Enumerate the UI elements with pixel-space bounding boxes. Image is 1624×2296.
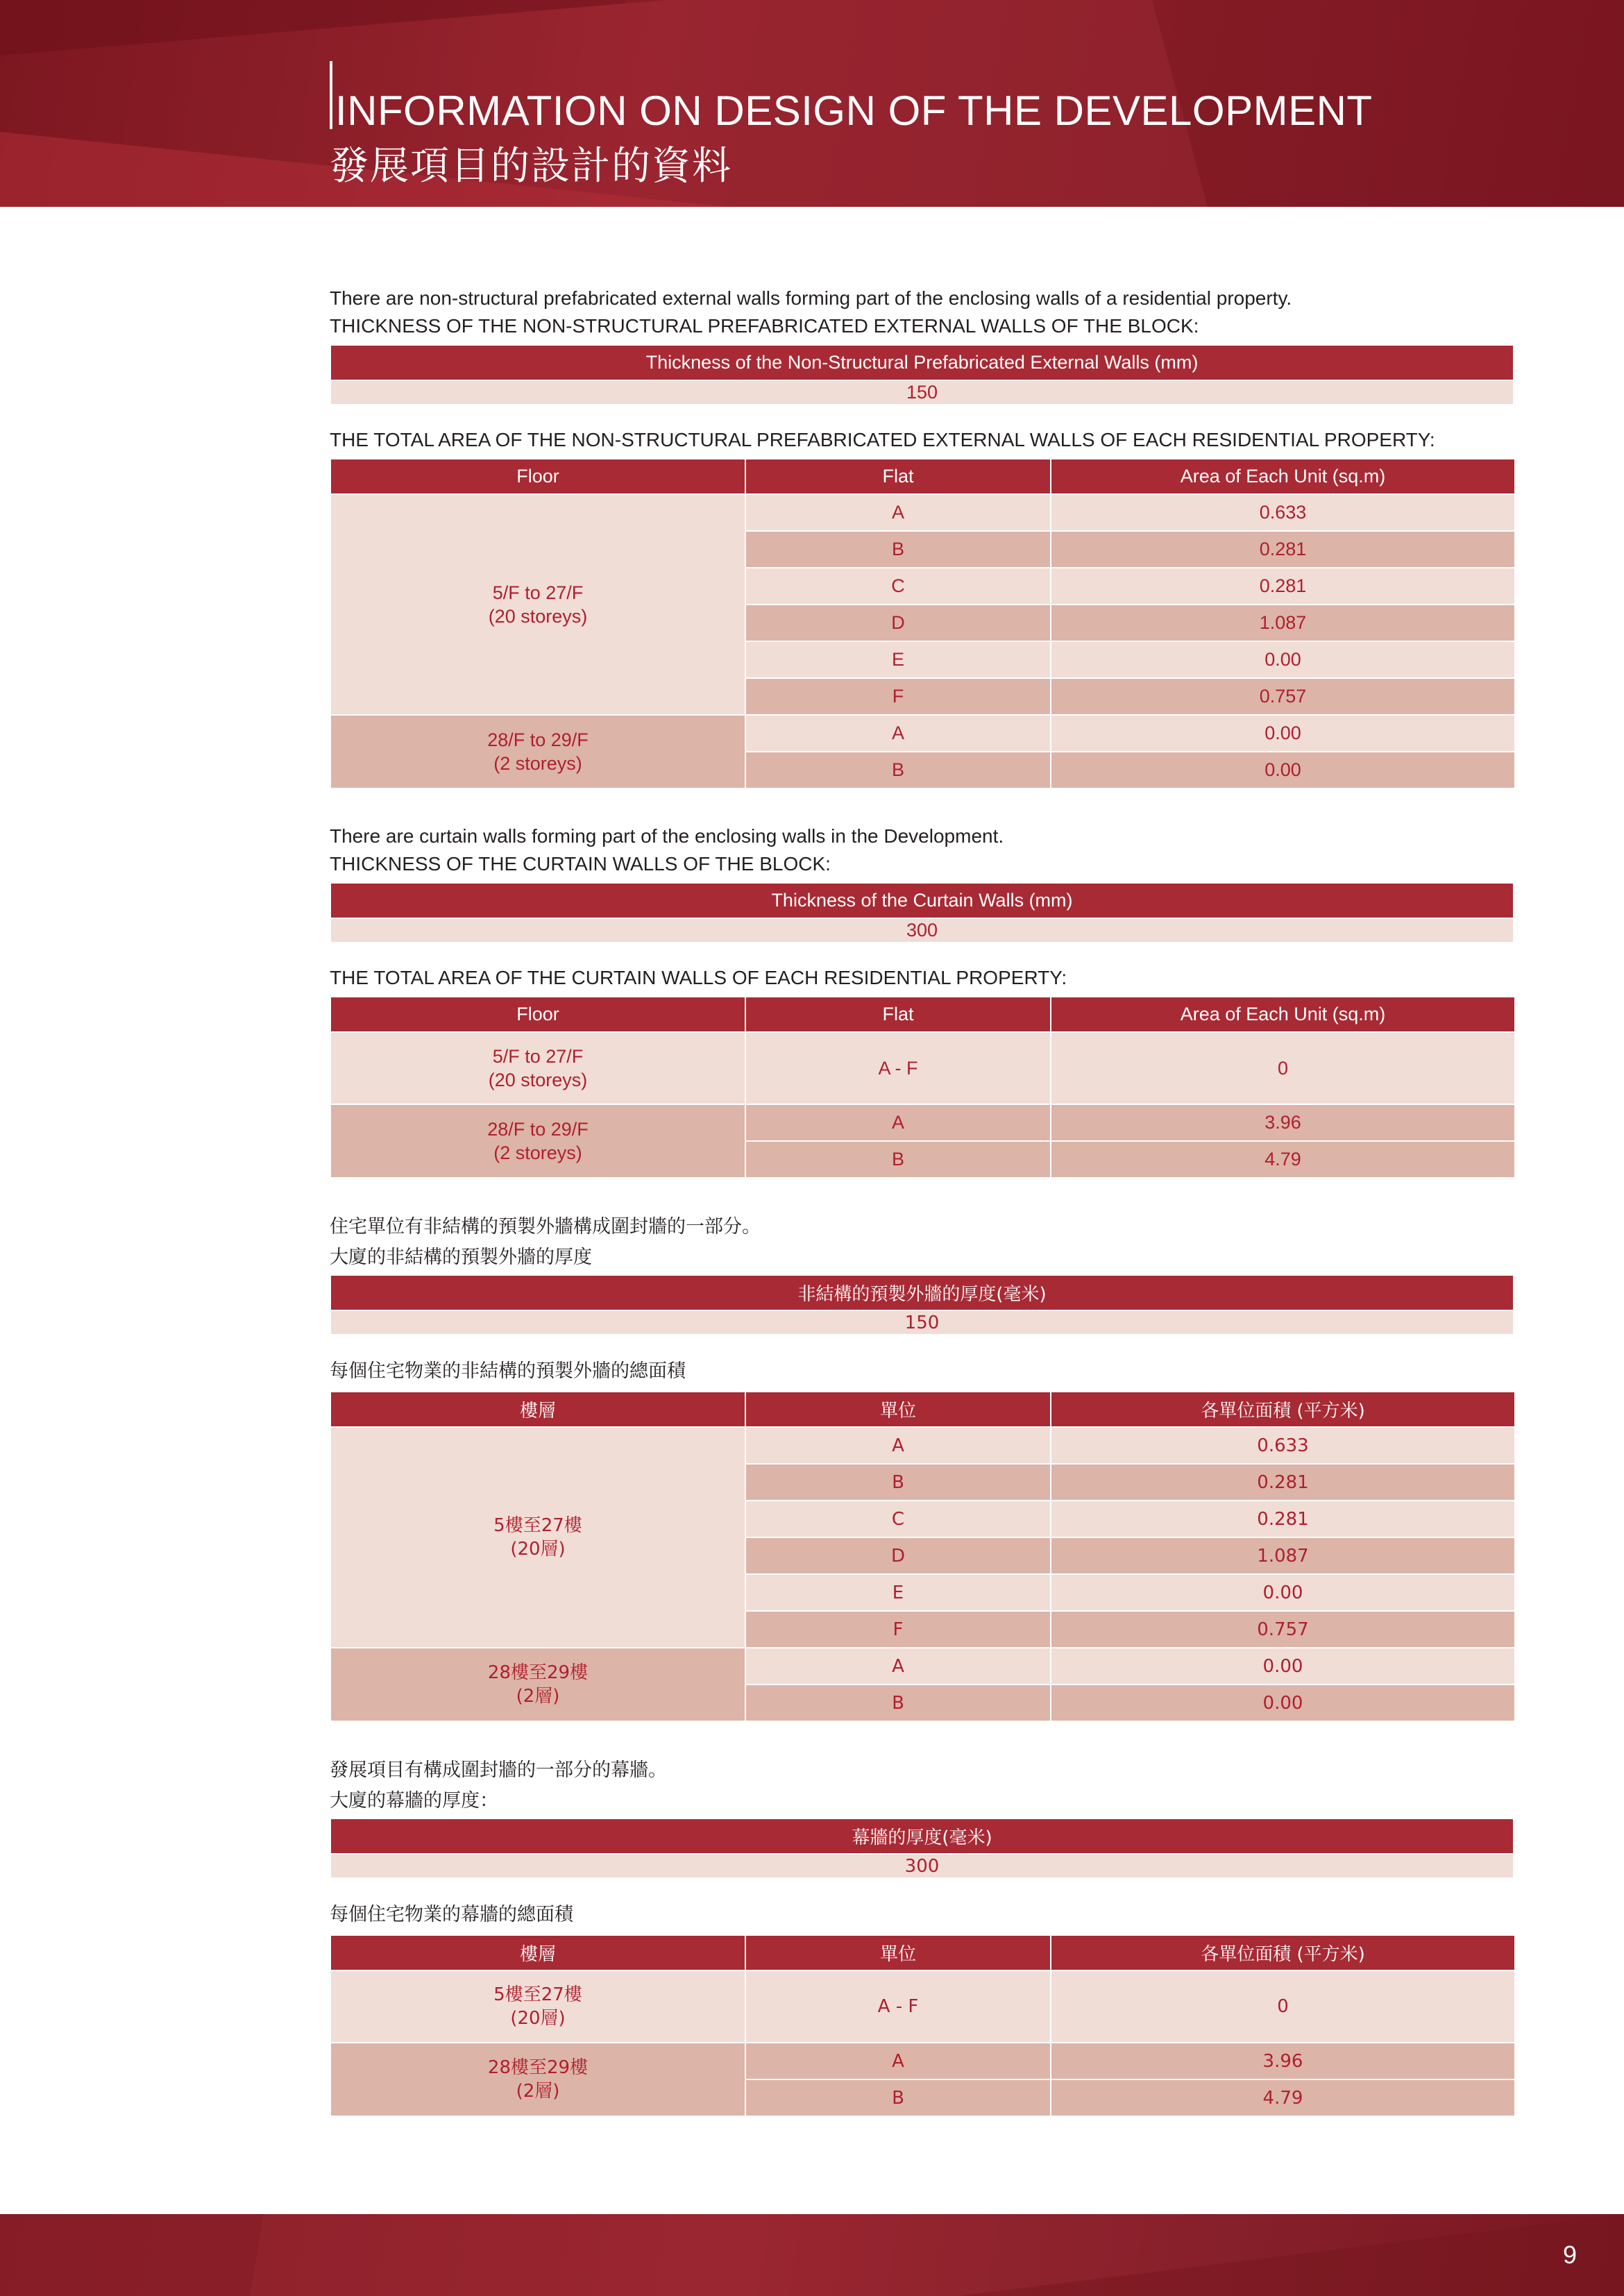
table-header: Flat bbox=[745, 997, 1051, 1032]
table-header: Floor bbox=[330, 997, 745, 1032]
table-cell: 300 bbox=[330, 918, 1514, 943]
area-cell: 4.79 bbox=[1051, 1141, 1515, 1178]
flat-cell: D bbox=[745, 1537, 1051, 1574]
floor-cell: 28/F to 29/F (2 storeys) bbox=[330, 1104, 745, 1178]
table-header: 各單位面積 (平方米) bbox=[1051, 1392, 1515, 1427]
page-title: INFORMATION ON DESIGN OF THE DEVELOPMENT bbox=[330, 61, 1373, 132]
table-header: 樓層 bbox=[330, 1392, 745, 1427]
area-cell: 0.00 bbox=[1051, 1648, 1515, 1685]
en-intro-prefab: There are non-structural prefabricated external walls forming part of the enclosing walls of a residential property. bbox=[330, 287, 1292, 309]
area-cell: 0.281 bbox=[1051, 1464, 1515, 1501]
flat-cell: B bbox=[745, 531, 1051, 568]
flat-cell: B bbox=[745, 1464, 1051, 1501]
flat-cell: C bbox=[745, 1501, 1051, 1537]
table-header: Thickness of the Curtain Walls (mm) bbox=[330, 884, 1514, 918]
floor-cell: 5/F to 27/F (20 storeys) bbox=[330, 1032, 745, 1104]
en-prefab-area-table bbox=[330, 459, 1516, 789]
header-banner bbox=[0, 0, 1624, 207]
zh-heading-curtain-area: 每個住宅物業的幕牆的總面積 bbox=[330, 1904, 573, 1925]
area-cell: 0.281 bbox=[1051, 531, 1515, 568]
zh-intro-prefab: 住宅單位有非結構的預製外牆構成圍封牆的一部分。 bbox=[330, 1216, 761, 1238]
table-header: Flat bbox=[745, 459, 1051, 494]
en-heading-curtain-area: THE TOTAL AREA OF THE CURTAIN WALLS OF EACH RESIDENTIAL PROPERTY: bbox=[330, 967, 1067, 988]
area-cell: 0.00 bbox=[1051, 1574, 1515, 1611]
area-cell: 0.00 bbox=[1051, 641, 1515, 678]
flat-cell: A bbox=[745, 1104, 1051, 1141]
zh-intro-curtain: 發展項目有構成圍封牆的一部分的幕牆。 bbox=[330, 1759, 667, 1781]
table-row bbox=[330, 1104, 1515, 1141]
area-cell: 0.281 bbox=[1051, 1501, 1515, 1537]
table-header: 單位 bbox=[745, 1936, 1051, 1970]
page-subtitle-zh: 發展項目的設計的資料 bbox=[330, 144, 732, 189]
area-cell: 0 bbox=[1051, 1970, 1515, 2043]
flat-cell: A bbox=[745, 1648, 1051, 1685]
floor-cell: 5樓至27樓 (20層) bbox=[330, 1970, 745, 2043]
table-row bbox=[330, 715, 1515, 752]
area-cell: 0.00 bbox=[1051, 752, 1515, 788]
flat-cell: B bbox=[745, 752, 1051, 788]
zh-heading-curtain-thickness: 大廈的幕牆的厚度： bbox=[330, 1790, 498, 1812]
footer-banner bbox=[0, 2214, 1624, 2296]
en-heading-prefab-thickness: THICKNESS OF THE NON-STRUCTURAL PREFABRICATED EXTERNAL WALLS OF THE BLOCK: bbox=[330, 315, 1199, 337]
area-cell: 0.757 bbox=[1051, 678, 1515, 715]
title-accent-bar bbox=[330, 61, 332, 129]
en-heading-prefab-area: THE TOTAL AREA OF THE NON-STRUCTURAL PREFABRICATED EXTERNAL WALLS OF EACH RESIDENTIAL PROPERTY: bbox=[330, 429, 1435, 450]
area-cell: 0.633 bbox=[1051, 1427, 1515, 1464]
floor-cell: 5樓至27樓 (20層) bbox=[330, 1427, 745, 1648]
flat-cell: B bbox=[745, 1685, 1051, 1721]
flat-cell: A bbox=[745, 2043, 1051, 2079]
flat-cell: C bbox=[745, 568, 1051, 605]
table-row bbox=[330, 1648, 1515, 1685]
table-header: Area of Each Unit (sq.m) bbox=[1051, 459, 1515, 494]
flat-cell: D bbox=[745, 605, 1051, 641]
table-header: Thickness of the Non-Structural Prefabricated External Walls (mm) bbox=[330, 346, 1514, 380]
en-curtain-thickness-table bbox=[330, 884, 1514, 943]
area-cell: 0.00 bbox=[1051, 1685, 1515, 1721]
flat-cell: F bbox=[745, 678, 1051, 715]
area-cell: 3.96 bbox=[1051, 1104, 1515, 1141]
area-cell: 0.281 bbox=[1051, 568, 1515, 605]
floor-cell: 28樓至29樓 (2層) bbox=[330, 1648, 745, 1721]
area-cell: 4.79 bbox=[1051, 2079, 1515, 2116]
zh-curtain-thickness-table bbox=[330, 1819, 1514, 1879]
table-row bbox=[330, 1970, 1515, 2043]
table-row bbox=[330, 1427, 1515, 1464]
flat-cell: F bbox=[745, 1611, 1051, 1648]
flat-cell: E bbox=[745, 1574, 1051, 1611]
area-cell: 0 bbox=[1051, 1032, 1515, 1104]
table-cell: 300 bbox=[330, 1854, 1514, 1878]
table-header: 單位 bbox=[745, 1392, 1051, 1427]
flat-cell: A bbox=[745, 494, 1051, 531]
area-cell: 0.633 bbox=[1051, 494, 1515, 531]
zh-heading-prefab-area: 每個住宅物業的非結構的預製外牆的總面積 bbox=[330, 1360, 686, 1382]
table-cell: 150 bbox=[330, 380, 1514, 405]
flat-cell: B bbox=[745, 1141, 1051, 1178]
table-row bbox=[330, 2043, 1515, 2079]
area-cell: 3.96 bbox=[1051, 2043, 1515, 2079]
zh-curtain-area-table bbox=[330, 1936, 1516, 2117]
table-cell: 150 bbox=[330, 1310, 1514, 1335]
area-cell: 0.00 bbox=[1051, 715, 1515, 752]
flat-cell: A - F bbox=[745, 1970, 1051, 2043]
area-cell: 1.087 bbox=[1051, 605, 1515, 641]
content bbox=[330, 285, 1514, 2117]
flat-cell: E bbox=[745, 641, 1051, 678]
table-row bbox=[330, 1032, 1515, 1104]
flat-cell: A - F bbox=[745, 1032, 1051, 1104]
en-intro-curtain: There are curtain walls forming part of the enclosing walls in the Development. bbox=[330, 825, 1004, 847]
page-number: 9 bbox=[1562, 2240, 1577, 2269]
table-header: Floor bbox=[330, 459, 745, 494]
table-header: 各單位面積 (平方米) bbox=[1051, 1936, 1515, 1970]
flat-cell: B bbox=[745, 2079, 1051, 2116]
area-cell: 0.757 bbox=[1051, 1611, 1515, 1648]
table-header: 幕牆的厚度(毫米) bbox=[330, 1819, 1514, 1854]
floor-cell: 5/F to 27/F (20 storeys) bbox=[330, 494, 745, 715]
floor-cell: 28/F to 29/F (2 storeys) bbox=[330, 715, 745, 788]
floor-cell: 28樓至29樓 (2層) bbox=[330, 2043, 745, 2116]
table-header: 非結構的預製外牆的厚度(毫米) bbox=[330, 1276, 1514, 1310]
table-header: 樓層 bbox=[330, 1936, 745, 1970]
en-curtain-area-table bbox=[330, 997, 1516, 1179]
zh-heading-prefab-thickness: 大廈的非結構的預製外牆的厚度 bbox=[330, 1247, 592, 1268]
zh-prefab-area-table bbox=[330, 1392, 1516, 1722]
table-header: Area of Each Unit (sq.m) bbox=[1051, 997, 1515, 1032]
flat-cell: A bbox=[745, 1427, 1051, 1464]
zh-prefab-thickness-table bbox=[330, 1276, 1514, 1335]
area-cell: 1.087 bbox=[1051, 1537, 1515, 1574]
footer-facets bbox=[0, 2214, 1624, 2296]
flat-cell: A bbox=[745, 715, 1051, 752]
en-prefab-thickness-table bbox=[330, 346, 1514, 405]
table-row bbox=[330, 494, 1515, 531]
en-heading-curtain-thickness: THICKNESS OF THE CURTAIN WALLS OF THE BLOCK: bbox=[330, 853, 831, 875]
